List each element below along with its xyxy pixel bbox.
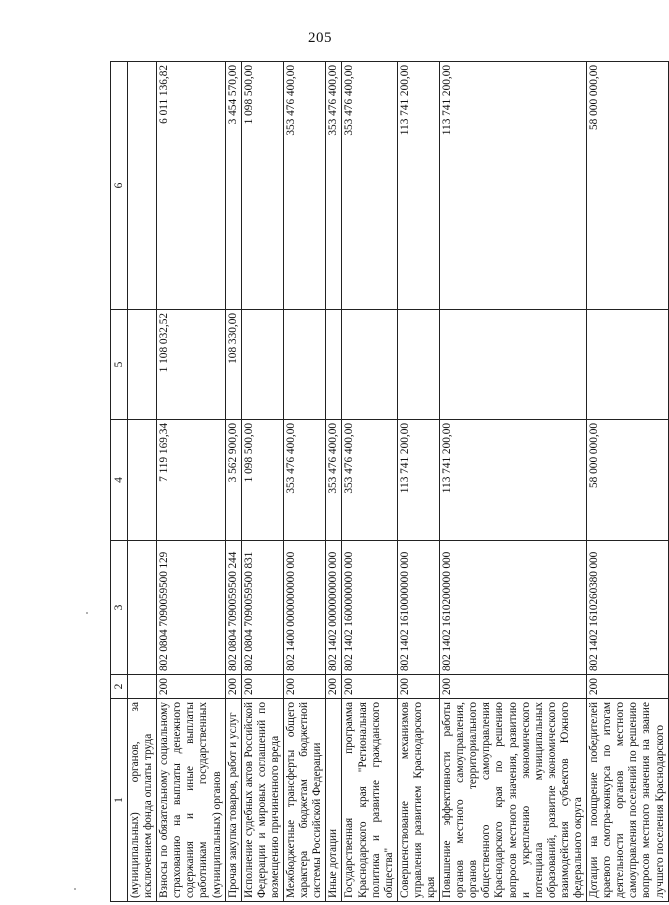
row-col5: 108 330,00 [225,310,241,420]
header-col-4: 4 [111,420,128,541]
row-code: 200 [440,675,587,699]
row-col5 [128,310,157,420]
row-code: 200 [326,675,342,699]
row-description: Исполнение судебных актов Российской Федерации и мировых соглашений по возмещению причиненного вреда [241,699,283,902]
row-col5 [342,310,397,420]
row-col6: 353 476 400,00 [342,62,397,310]
row-kbk: 802 1402 1600000000 000 [342,541,397,675]
row-code: 200 [397,675,439,699]
header-col-3: 3 [111,541,128,675]
row-description: Дотации на поощрение победителей краевого смотра-конкурса по итогам деятельности органов местного самоуправления поселений по решению вопросов местного значения на звание лучшего поселения Краснодарского [587,699,669,902]
table-row [440,62,587,902]
row-col4: 113 741 200,00 [397,420,439,541]
row-code: 200 [241,675,283,699]
row-description: Межбюджетные трансферты общего характера бюджетам бюджетной системы Российской Федерации [284,699,326,902]
header-col-6: 6 [111,62,128,310]
row-col4: 1 098 500,00 [241,420,283,541]
row-kbk: 802 1402 0000000000 000 [326,541,342,675]
header-col-5: 5 [111,310,128,420]
table-row [397,62,439,902]
table-row [225,62,241,902]
header-col-1: 1 [111,699,128,902]
row-kbk: 802 0804 7090059500 831 [241,541,283,675]
row-col6: 3 454 570,00 [225,62,241,310]
row-col5 [587,310,669,420]
row-col6: 353 476 400,00 [284,62,326,310]
row-col4: 58 000 000,00 [587,420,669,541]
row-code: 200 [587,675,669,699]
scan-speck [86,612,88,614]
row-col5 [284,310,326,420]
table-row [284,62,326,902]
row-col5 [397,310,439,420]
table-row [342,62,397,902]
row-description: Иные дотации [326,699,342,902]
rotated-table-sheet [110,62,666,902]
row-col4: 3 562 900,00 [225,420,241,541]
row-kbk: 802 0804 7090059500 244 [225,541,241,675]
table-rotator [110,62,666,902]
row-kbk [128,541,157,675]
row-description: Государственная программа Краснодарского края "Региональная политика и развитие гражданского общества" [342,699,397,902]
row-col4: 7 119 169,34 [157,420,225,541]
table-header-row [111,62,128,902]
row-col4: 353 476 400,00 [342,420,397,541]
row-col4: 113 741 200,00 [440,420,587,541]
row-kbk: 802 1400 0000000000 000 [284,541,326,675]
row-col4: 353 476 400,00 [284,420,326,541]
row-description: (муниципальных) органов, за исключением фонда оплаты труда [128,699,157,902]
row-col5 [440,310,587,420]
page-number: 205 [308,30,332,46]
row-col4 [128,420,157,541]
row-code: 200 [342,675,397,699]
row-col6 [128,62,157,310]
row-code: 200 [157,675,225,699]
row-description: Повышение эффективности работы органов местного самоуправления, органов территориального общественного самоуправления Краснодарского края по решению вопросов местного значения, развитию и укреплению экономического потенциала муниципальных образований, развитие экономического взаимодействия субъектов Южного федерального округа [440,699,587,902]
table-row [326,62,342,902]
row-description: Прочая закупка товаров, работ и услуг [225,699,241,902]
row-col5: 1 108 032,52 [157,310,225,420]
row-description: Взносы по обязательному социальному страхованию на выплаты денежного содержания и иные выплаты работникам государственных (муниципальных) органов [157,699,225,902]
row-kbk: 802 0804 7090059500 129 [157,541,225,675]
row-kbk: 802 1402 1610260380 000 [587,541,669,675]
row-code [128,675,157,699]
table-row [128,62,157,902]
row-col6: 353 476 400,00 [326,62,342,310]
scan-speck [74,888,76,890]
table-row [241,62,283,902]
row-col6: 6 011 136,82 [157,62,225,310]
row-code: 200 [284,675,326,699]
table-row [157,62,225,902]
row-col6: 58 000 000,00 [587,62,669,310]
row-kbk: 802 1402 1610000000 000 [397,541,439,675]
row-col6: 1 098 500,00 [241,62,283,310]
row-description: Совершенствование механизмов управления развитием Краснодарского края [397,699,439,902]
budget-table [110,61,669,902]
row-col5 [326,310,342,420]
row-code: 200 [225,675,241,699]
row-col6: 113 741 200,00 [397,62,439,310]
row-col5 [241,310,283,420]
table-row [587,62,669,902]
row-kbk: 802 1402 1610200000 000 [440,541,587,675]
header-col-2: 2 [111,675,128,699]
row-col4: 353 476 400,00 [326,420,342,541]
row-col6: 113 741 200,00 [440,62,587,310]
